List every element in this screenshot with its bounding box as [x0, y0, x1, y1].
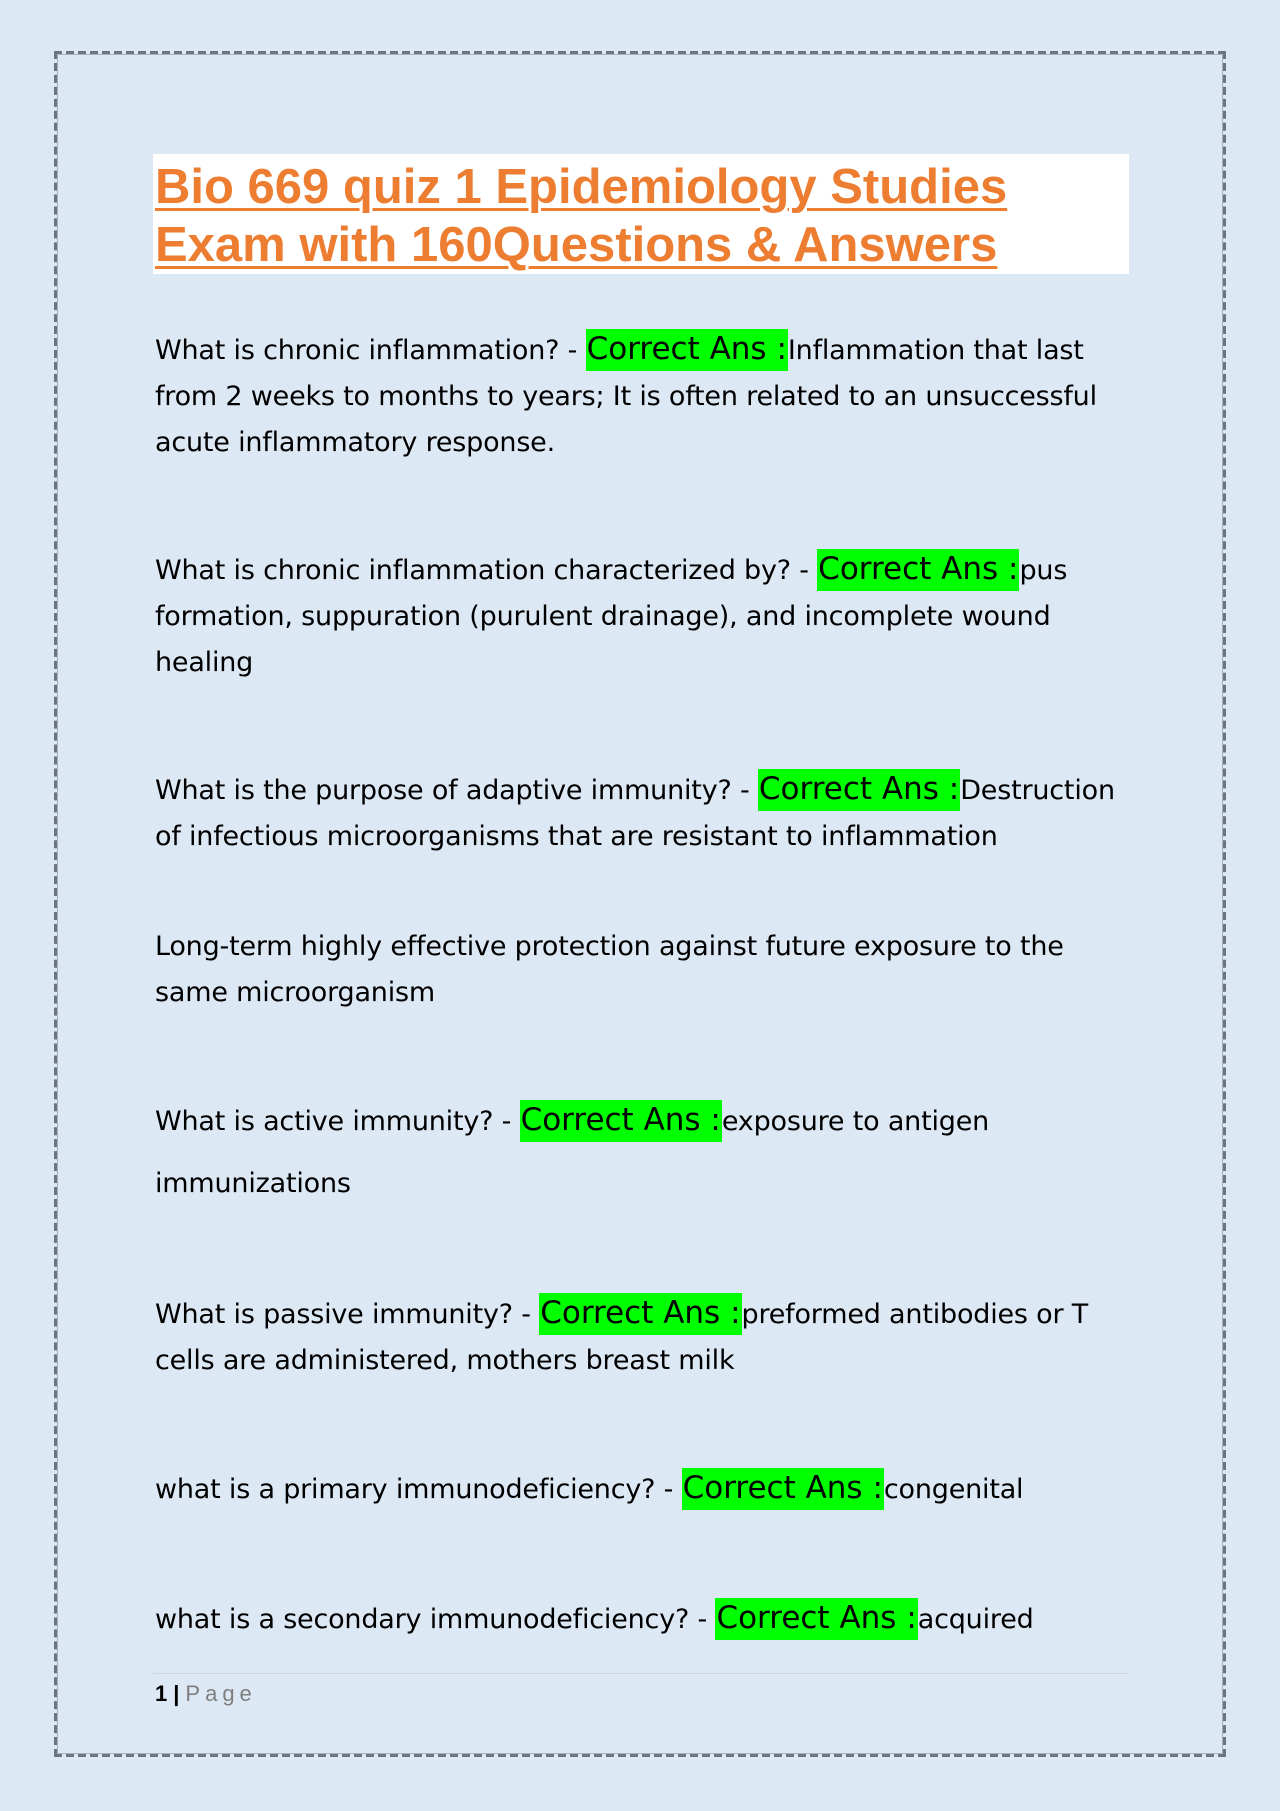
question-text: What is the purpose of adaptive immunity? -	[155, 775, 758, 806]
document-title: Bio 669 quiz 1 Epidemiology Studies Exam with 160Questions & Answers	[155, 160, 1008, 272]
page-footer	[155, 1680, 257, 1708]
answer-text: Inflammation that last from 2 weeks to months to years; It is often related to an unsuccessful acute inflammatory response.	[155, 335, 1097, 458]
answer-text: Destruction of infectious microorganisms that are resistant to inflammation	[155, 775, 1115, 852]
qa-item-4-extra: immunizations	[155, 1168, 351, 1199]
qa-item-4	[155, 1097, 1130, 1145]
correct-answer-marker: Correct Ans :	[539, 1293, 741, 1335]
page-number: 1	[155, 1681, 168, 1706]
correct-answer-marker: Correct Ans :	[758, 769, 960, 811]
qa-item-1	[155, 326, 1130, 466]
answer-text: acquired	[917, 1604, 1034, 1635]
question-text: What is active immunity? -	[155, 1106, 520, 1137]
question-text: What is chronic inflammation? -	[155, 335, 586, 366]
correct-answer-marker: Correct Ans :	[682, 1468, 884, 1510]
footer-rule	[153, 1673, 1129, 1674]
question-text: What is passive immunity? -	[155, 1299, 540, 1330]
answer-text: congenital	[883, 1474, 1024, 1505]
answer-text: preformed antibodies or T cells are administered, mothers breast milk	[155, 1299, 1089, 1376]
qa-item-2	[155, 546, 1130, 686]
footer-separator: |	[173, 1681, 180, 1706]
page-label: Page	[185, 1681, 257, 1706]
qa-item-3	[155, 766, 1130, 860]
answer-text: exposure to antigen	[721, 1106, 990, 1137]
correct-answer-marker: Correct Ans :	[520, 1100, 722, 1142]
qa-item-6	[155, 1465, 1130, 1513]
question-text: what is a primary immunodeficiency? -	[155, 1474, 682, 1505]
correct-answer-marker: Correct Ans :	[586, 329, 788, 371]
question-text: What is chronic inflammation characterized by? -	[155, 555, 818, 586]
qa-item-3-extra: Long-term highly effective protection against future exposure to the same microorganism	[155, 931, 1064, 1008]
answer-text: pus formation, suppuration (purulent drainage), and incomplete wound healing	[155, 555, 1068, 678]
correct-answer-marker: Correct Ans :	[715, 1598, 917, 1640]
qa-item-5	[155, 1290, 1130, 1384]
question-text: what is a secondary immunodeficiency? -	[155, 1604, 716, 1635]
qa-item-7	[155, 1595, 1130, 1643]
correct-answer-marker: Correct Ans :	[817, 549, 1019, 591]
